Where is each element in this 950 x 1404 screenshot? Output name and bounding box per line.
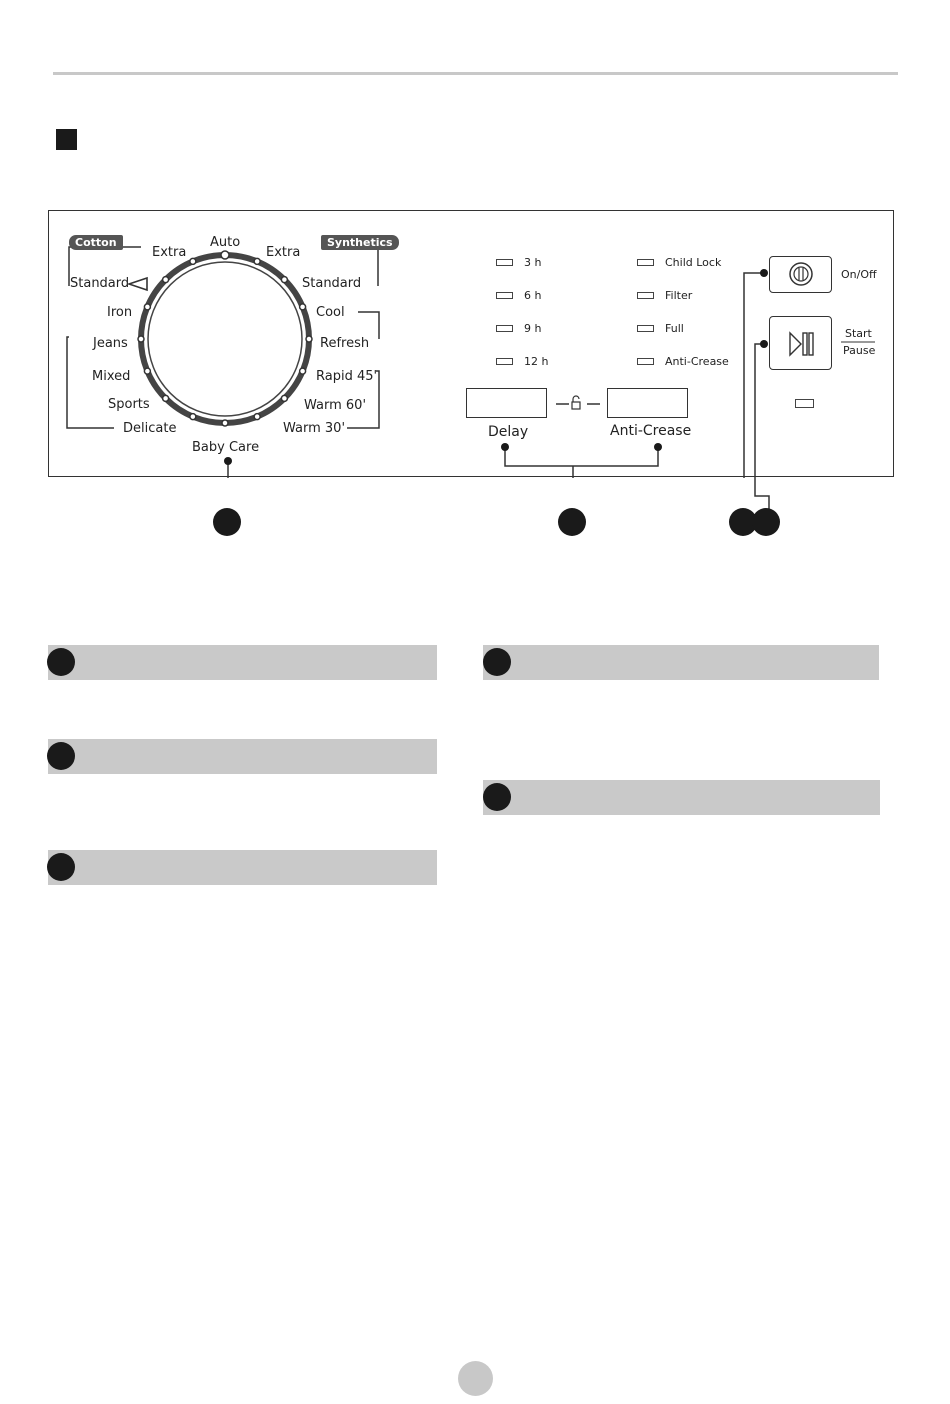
program-warm-30[interactable]: Warm 30': [283, 421, 346, 436]
start-label: Start: [845, 327, 872, 340]
led-label-6h: 6 h: [524, 289, 542, 302]
program-sports[interactable]: Sports: [108, 397, 150, 412]
on-off-label: On/Off: [841, 268, 877, 281]
program-cool[interactable]: Cool: [316, 305, 345, 320]
section-heading-bar-2: [48, 739, 437, 774]
program-warm-60[interactable]: Warm 60': [304, 398, 367, 413]
section-heading-bar-1: [48, 645, 437, 680]
callout-marker-2: [558, 508, 586, 536]
section-marker-square: [56, 129, 77, 150]
section-heading-marker-1: [47, 648, 75, 676]
program-jeans[interactable]: Jeans: [93, 336, 128, 351]
led-label-3h: 3 h: [524, 256, 542, 269]
control-panel: [48, 210, 894, 477]
program-delicate[interactable]: Delicate: [123, 421, 177, 436]
section-heading-bar-5: [483, 780, 880, 815]
program-auto[interactable]: Auto: [210, 235, 241, 250]
program-mixed[interactable]: Mixed: [92, 369, 131, 384]
synthetics-group-tag: Synthetics: [321, 235, 399, 250]
section-heading-bar-3: [48, 850, 437, 885]
section-heading-marker-2: [47, 742, 75, 770]
section-heading-marker-4: [483, 648, 511, 676]
play-pause-icon: [49, 211, 895, 478]
anti-crease-button-label: Anti-Crease: [610, 423, 692, 439]
program-synthetics-standard[interactable]: Standard: [302, 276, 362, 291]
led-label-child-lock: Child Lock: [665, 256, 722, 269]
led-label-9h: 9 h: [524, 322, 542, 335]
program-cotton-extra[interactable]: Extra: [152, 245, 187, 260]
program-iron[interactable]: Iron: [107, 305, 133, 320]
pause-label: Pause: [843, 344, 876, 357]
program-cotton-standard[interactable]: Standard: [70, 276, 130, 291]
section-heading-marker-5: [483, 783, 511, 811]
section-heading-bar-4: [483, 645, 879, 680]
program-rapid-45[interactable]: Rapid 45': [316, 369, 378, 384]
cotton-group-tag: Cotton: [69, 235, 123, 250]
callout-marker-1: [213, 508, 241, 536]
door-lock-led: [795, 399, 814, 408]
led-label-anti-crease: Anti-Crease: [665, 355, 729, 368]
led-label-12h: 12 h: [524, 355, 549, 368]
led-label-filter: Filter: [665, 289, 693, 302]
header-rule: [53, 72, 898, 75]
program-refresh[interactable]: Refresh: [320, 336, 370, 351]
led-label-full: Full: [665, 322, 684, 335]
callout-marker-4: [752, 508, 780, 536]
section-heading-marker-3: [47, 853, 75, 881]
page-number-badge: [458, 1361, 493, 1396]
delay-button-label: Delay: [488, 424, 529, 440]
program-baby-care[interactable]: Baby Care: [192, 440, 260, 455]
program-synthetics-extra[interactable]: Extra: [266, 245, 301, 260]
